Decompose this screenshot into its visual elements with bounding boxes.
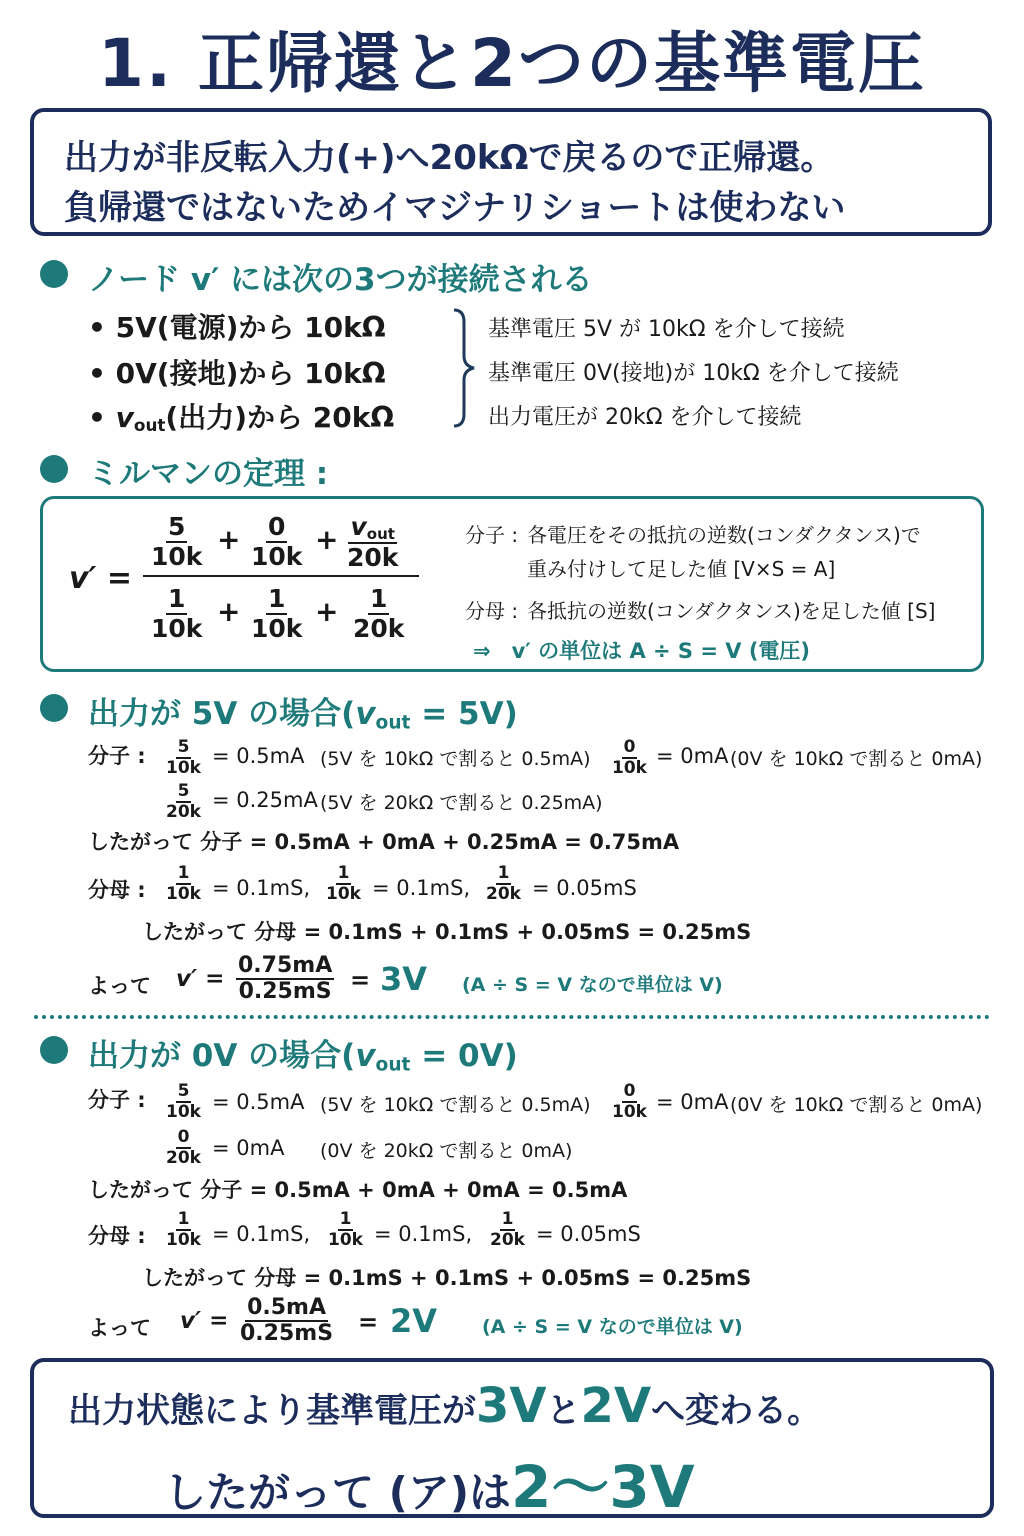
calc-result: = 0.05mS [536, 1222, 641, 1246]
frac-numerator: 1 [337, 863, 350, 883]
node-item [88, 352, 386, 392]
expl-num-label: 分子 : [465, 523, 519, 547]
heading-var: v [355, 696, 376, 732]
node-note: 出力電圧が 20kΩ を介して接続 [488, 405, 802, 430]
den-frac [151, 585, 202, 642]
frac-numerator: 5 [177, 737, 190, 757]
calc-result: = 0.1mS, [372, 876, 471, 900]
millman-lhs: v′ = [69, 561, 133, 596]
calc-result: = 0mA [212, 1136, 285, 1160]
frac-numerator: 1 [501, 1209, 514, 1229]
heading-var: v [355, 1038, 376, 1074]
den-sum: したがって 分母 = 0.1mS + 0.1mS + 0.05mS = 0.25mS [142, 920, 752, 944]
frac-numerator: 0.75mA [236, 954, 334, 980]
frac-numerator: 1 [497, 863, 510, 883]
calc-note: (0V を 10kΩ で割ると 0mA) [730, 1094, 983, 1116]
num-label: 分子 : [88, 744, 146, 768]
den-label: 分母 : [88, 878, 146, 902]
result-note: (A ÷ S = V なので単位は V) [482, 1316, 743, 1338]
frac-denominator: 20k [353, 613, 405, 643]
item-bullet: • [88, 357, 106, 390]
node-item [88, 396, 394, 436]
frac-denominator: 20k [166, 1147, 201, 1168]
calc-result: = 0.1mS, [212, 876, 311, 900]
var-sub: out [366, 524, 395, 543]
intro-line-2: 負帰還ではないためイマジナリショートは使わない [64, 188, 846, 228]
intro-line-1: 出力が非反転入力(+)へ20kΩで戻るので正帰還。 [64, 138, 835, 178]
den-label: 分母 : [88, 1224, 146, 1248]
result-eq: = [350, 966, 371, 994]
curly-brace-icon [448, 306, 478, 430]
node-note: 基準電圧 5V が 10kΩ を介して接続 [488, 317, 845, 342]
heading-sub: out [375, 712, 411, 734]
plus-sign: + [217, 523, 241, 556]
result-eq: = [358, 1308, 379, 1336]
frac-numerator: 0 [177, 1127, 190, 1147]
frac-denominator: 10k [612, 1101, 647, 1122]
calc-frac [166, 1210, 201, 1249]
plus-sign: + [315, 523, 339, 556]
frac-numerator: 5 [177, 1081, 190, 1101]
section-bullet [40, 455, 68, 483]
conclusion-text: へ変わる。 [651, 1391, 822, 1431]
frac-denominator: 20k [166, 801, 201, 822]
frac-denominator: 10k [166, 757, 201, 778]
calc-frac [326, 864, 361, 903]
expl-den: 各抵抗の逆数(コンダクタンス)を足した値 [S] [527, 599, 936, 623]
frac-numerator: 1 [177, 1209, 190, 1229]
heading-text: = 0V) [410, 1038, 518, 1074]
calc-frac [490, 1210, 525, 1249]
item-label: (出力)から 20kΩ [165, 401, 395, 434]
frac-denominator: 10k [328, 1229, 363, 1250]
frac-denominator: 20k [490, 1229, 525, 1250]
den-frac [353, 585, 404, 642]
item-bullet: • [88, 401, 106, 434]
calc-frac [328, 1210, 363, 1249]
section-bullet [40, 694, 68, 722]
expl-num-1: 各電圧をその抵抗の逆数(コンダクタンス)で [527, 523, 921, 547]
item-label: 0V(接地)から 10kΩ [115, 357, 386, 390]
frac-denominator: 10k [326, 883, 361, 904]
result-frac [236, 954, 334, 1004]
calc-result: = 0.5mA [212, 1090, 305, 1114]
frac-numerator: 1 [177, 863, 190, 883]
main-fraction-bar [143, 575, 419, 577]
heading-sub: out [375, 1054, 411, 1076]
calc-result: = 0.5mA [212, 744, 305, 768]
conclusion-value: 3V [476, 1378, 547, 1434]
item-sub: out [133, 415, 166, 436]
frac-numerator: 0 [268, 512, 286, 541]
millman-heading: ミルマンの定理 : [88, 456, 329, 492]
case0-heading [88, 1030, 518, 1076]
num-sum: したがって 分子 = 0.5mA + 0mA + 0.25mA = 0.75mA [88, 830, 680, 854]
heading-text: = 5V) [410, 696, 518, 732]
var-v: v [350, 512, 367, 541]
calc-note: (5V を 10kΩ で割ると 0.5mA) [320, 748, 591, 770]
intro-box [30, 108, 992, 236]
frac-denominator: 10k [251, 613, 303, 643]
plus-sign: + [315, 595, 339, 628]
den-frac [251, 585, 302, 642]
frac-numerator: 5 [177, 781, 190, 801]
result-frac [240, 1296, 333, 1346]
heading-text: 出力が 5V の場合( [88, 696, 356, 732]
frac-denominator: 10k [166, 1229, 201, 1250]
frac-numerator: 0.5mA [245, 1296, 328, 1322]
conclusion-text: と [546, 1391, 581, 1431]
num-frac [151, 513, 202, 570]
calc-note: (0V を 10kΩ で割ると 0mA) [730, 748, 983, 770]
frac-denominator: 20k [486, 883, 521, 904]
calc-note: (0V を 20kΩ で割ると 0mA) [320, 1140, 573, 1162]
conclusion-line-2 [164, 1440, 695, 1524]
num-frac [347, 513, 398, 572]
node-heading: ノード v′ には次の3つが接続される [88, 262, 593, 298]
frac-denominator: 10k [151, 613, 203, 643]
calc-result: = 0mA [656, 1090, 729, 1114]
calc-frac [166, 1082, 201, 1121]
calc-result: = 0mA [656, 744, 729, 768]
frac-numerator: 1 [370, 584, 388, 613]
heading-text: 出力が 0V の場合( [88, 1038, 356, 1074]
conclusion-value: 2V [580, 1378, 652, 1434]
calc-note: (5V を 10kΩ で割ると 0.5mA) [320, 1094, 591, 1116]
expl-den-label: 分母 : [465, 599, 519, 623]
den-sum: したがって 分母 = 0.1mS + 0.1mS + 0.05mS = 0.25mS [142, 1266, 752, 1290]
result-label: よって [88, 974, 151, 998]
calc-note: (5V を 20kΩ で割ると 0.25mA) [320, 792, 603, 814]
num-label: 分子 : [88, 1088, 146, 1112]
result-lhs: v′ = [176, 966, 225, 992]
conclusion-box [30, 1358, 994, 1521]
result-value: 3V [380, 960, 428, 998]
conclusion-line-1 [68, 1378, 821, 1434]
plus-sign: + [217, 595, 241, 628]
calc-frac [166, 738, 201, 777]
millman-box [40, 496, 984, 672]
calc-frac [486, 864, 521, 903]
result-value: 2V [390, 1302, 438, 1340]
calc-result: = 0.05mS [532, 876, 637, 900]
frac-numerator: 0 [623, 737, 636, 757]
page-title: 1. 正帰還と2つの基準電圧 [98, 25, 926, 102]
frac-numerator: 1 [168, 584, 186, 613]
calc-result: = 0.1mS, [212, 1222, 311, 1246]
frac-denominator: 10k [151, 541, 203, 571]
num-frac [251, 513, 302, 570]
num-sum: したがって 分子 = 0.5mA + 0mA + 0mA = 0.5mA [88, 1178, 628, 1202]
item-label: 5V(電源)から 10kΩ [115, 311, 386, 344]
frac-numerator: 0 [623, 1081, 636, 1101]
frac-numerator: 1 [268, 584, 286, 613]
section-bullet [40, 1036, 68, 1064]
result-lhs: v′ = [180, 1308, 229, 1334]
calc-frac [166, 782, 201, 821]
conclusion-answer: 2〜3V [511, 1453, 695, 1521]
frac-denominator: 0.25mS [240, 1321, 334, 1347]
calc-result: = 0.1mS, [374, 1222, 473, 1246]
item-var: v [115, 401, 134, 434]
node-note: 基準電圧 0V(接地)が 10kΩ を介して接続 [488, 361, 899, 386]
calc-frac [612, 738, 647, 777]
result-note: (A ÷ S = V なので単位は V) [462, 974, 723, 996]
section-divider [34, 1015, 990, 1019]
result-label: よって [88, 1316, 151, 1340]
calc-frac [612, 1082, 647, 1121]
frac-denominator: 20k [347, 543, 399, 573]
expl-num-2: 重み付けして足した値 [V×S = A] [527, 557, 836, 581]
item-bullet: • [88, 311, 106, 344]
calc-result: = 0.25mA [212, 788, 318, 812]
calc-frac [166, 864, 201, 903]
case5-heading [88, 688, 518, 734]
conclusion-text: 出力状態により基準電圧が [68, 1391, 476, 1431]
calc-frac [166, 1128, 201, 1167]
frac-denominator: 10k [166, 883, 201, 904]
frac-numerator: 5 [168, 512, 186, 541]
frac-denominator: 10k [166, 1101, 201, 1122]
unit-conclusion: ⇒ v′ の単位は A ÷ S = V (電圧) [473, 639, 811, 663]
node-item [88, 306, 386, 346]
conclusion-text: したがって (ア)は [164, 1468, 512, 1517]
frac-numerator [348, 513, 396, 544]
section-bullet [40, 260, 68, 288]
frac-denominator: 10k [251, 541, 303, 571]
frac-denominator: 10k [612, 757, 647, 778]
frac-numerator: 1 [339, 1209, 352, 1229]
frac-denominator: 0.25mS [238, 979, 332, 1005]
